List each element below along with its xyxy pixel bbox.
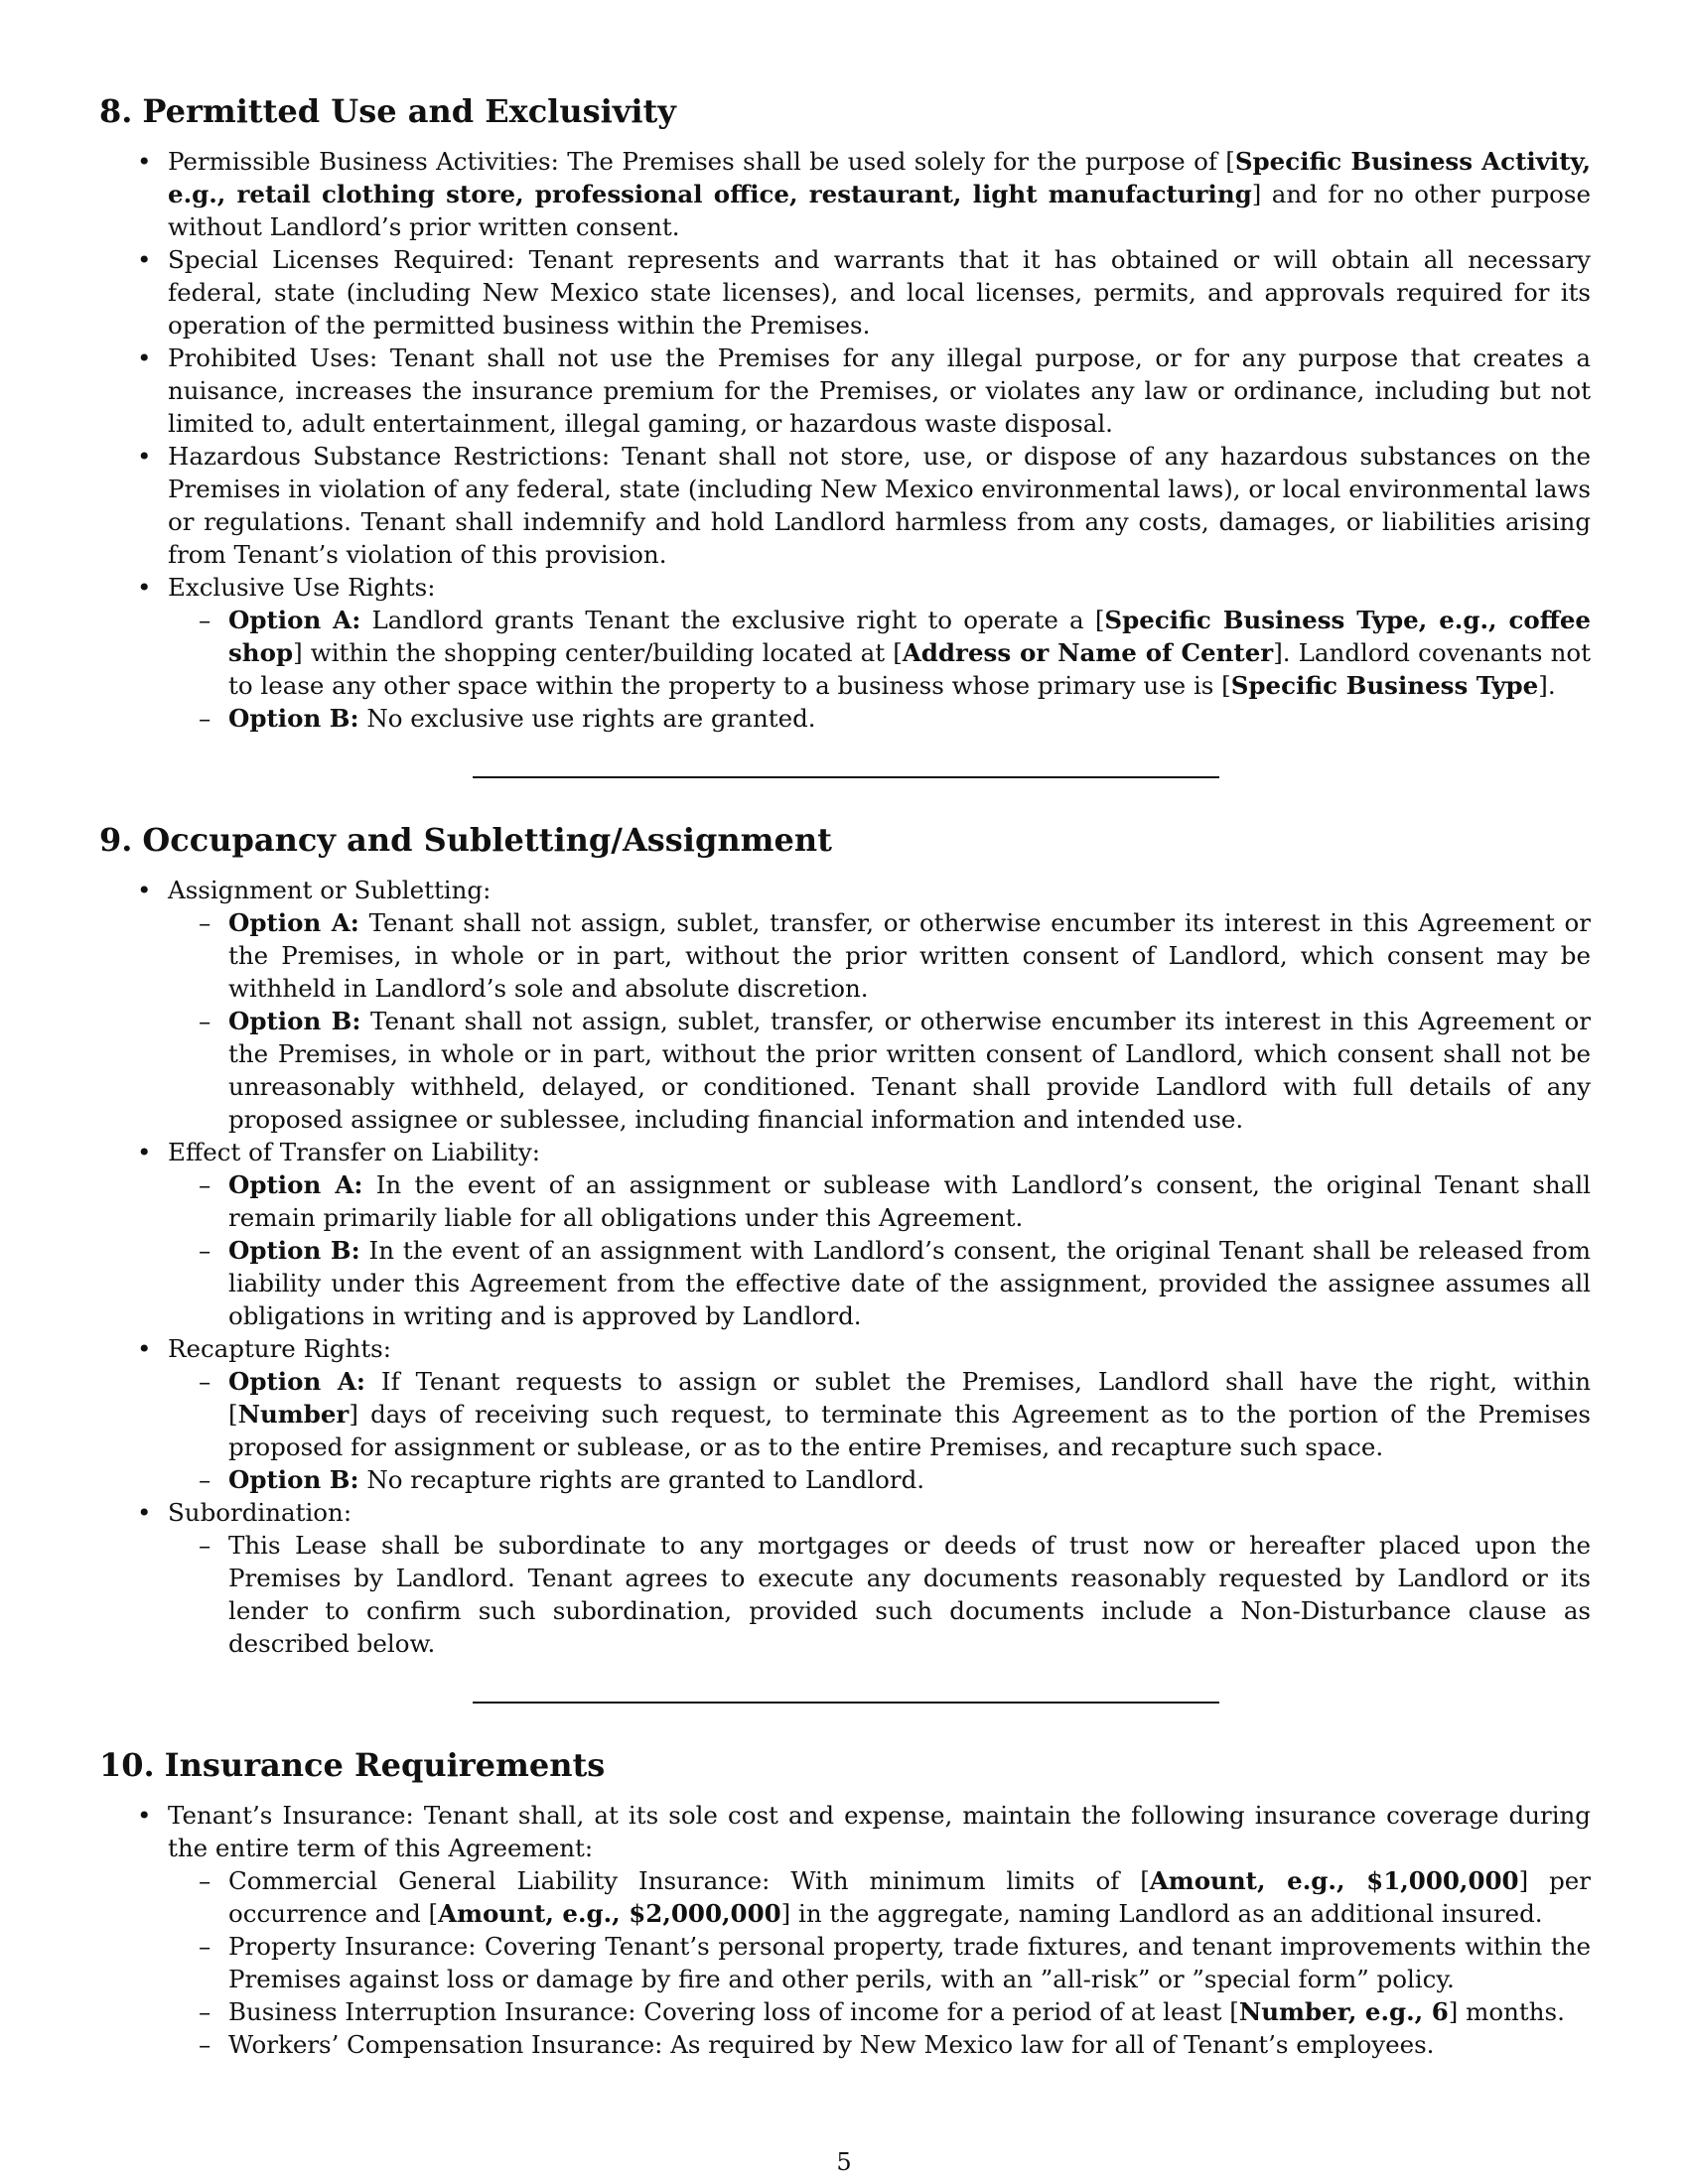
section-heading	[99, 1745, 1591, 1785]
bullet-list	[99, 145, 1591, 735]
sub-list-item: – Option A: If Tenant requests to assign or sublet the Premises, Landlord shall have the right, within [Number] days of receiving such request, to terminate this Agreement as to the portion of the Premises proposed for assignment or sublease, or as to the entire Premises, and recapture such space.	[168, 1365, 1591, 1463]
list-item: • Subordination: – This Lease shall be subordinate to any mortgages or deeds of trust now or hereafter placed upon the Premises by Landlord. Tenant agrees to execute any documents reasonably requested by Landlord or its lender to confirm such subordination, provided such documents include a Non-Disturbance clause as described below.	[99, 1496, 1591, 1660]
section-number: 9.	[99, 821, 133, 859]
sub-list-item: – Workers’ Compensation Insurance: As required by New Mexico law for all of Tenant’s employees.	[168, 2028, 1591, 2061]
list-item: • Tenant’s Insurance: Tenant shall, at its sole cost and expense, maintain the following insurance coverage during the entire term of this Agreement: – Commercial General Liability Insurance: With minimum limits of [Amount, e.g., $1,000,000] per occurrence and [Amount, e.g., $2,000,000] in the aggregate, naming Landlord as an additional insured. – Property Insurance: Covering Tenant’s personal property, trade fixtures, and tenant improvements within the Premises against loss or damage by fire and other perils, with an ”all-risk” or ”special form” policy. – Business Interruption Insurance: Covering loss of income for a period of at least [Number, e.g., 6] months. – Workers’ Compensation Insurance: As required by New Mexico law for all of Tenant’s employees.	[99, 1799, 1591, 2061]
list-item: • Recapture Rights: – Option A: If Tenant requests to assign or sublet the Premises, Landlord shall have the right, within [Number] days of receiving such request, to terminate this Agreement as to the portion of the Premises proposed for assignment or sublease, or as to the entire Premises, and recapture such space. – Option B: No recapture rights are granted to Landlord.	[99, 1332, 1591, 1496]
sub-list-item: – This Lease shall be subordinate to any mortgages or deeds of trust now or hereafter placed upon the Premises by Landlord. Tenant agrees to execute any documents reasonably requested by Landlord or its lender to confirm such subordination, provided such documents include a Non-Disturbance clause as described below.	[168, 1529, 1591, 1660]
sub-list-item: – Option B: No recapture rights are granted to Landlord.	[168, 1463, 1591, 1496]
sub-list-item: – Option B: In the event of an assignment with Landlord’s consent, the original Tenant shall be released from liability under this Agreement from the effective date of the assignment, provided the assignee assumes all obligations in writing and is approved by Landlord.	[168, 1234, 1591, 1332]
list-item: • Permissible Business Activities: The Premises shall be used solely for the purpose of [Specific Business Activity, e.g., retail clothing store, professional office, restaurant, light manufacturing] and for no other purpose without Landlord’s prior written consent.	[99, 145, 1591, 243]
sub-list-item: – Business Interruption Insurance: Covering loss of income for a period of at least [Number, e.g., 6] months.	[168, 1995, 1591, 2028]
section-number: 10.	[99, 1746, 155, 1784]
sub-list	[168, 1529, 1591, 1660]
list-item: • Effect of Transfer on Liability: – Option A: In the event of an assignment or sublease with Landlord’s consent, the original Tenant shall remain primarily liable for all obligations under this Agreement. – Option B: In the event of an assignment with Landlord’s consent, the original Tenant shall be released from liability under this Agreement from the effective date of the assignment, provided the assignee assumes all obligations in writing and is approved by Landlord.	[99, 1136, 1591, 1332]
sub-list-item: – Option A: Landlord grants Tenant the exclusive right to operate a [Specific Business Type, e.g., coffee shop] within the shopping center/building located at [Address or Name of Center]. Landlord covenants not to lease any other space within the property to a business whose primary use is [Specific Business Type].	[168, 604, 1591, 702]
sub-list	[168, 604, 1591, 735]
list-item: • Hazardous Substance Restrictions: Tenant shall not store, use, or dispose of any hazardous substances on the Premises in violation of any federal, state (including New Mexico environmental laws), or local environmental laws or regulations. Tenant shall indemnify and hold Landlord harmless from any costs, damages, or liabilities arising from Tenant’s violation of this provision.	[99, 440, 1591, 571]
section-title: Insurance Requirements	[164, 1746, 606, 1784]
section-heading	[99, 820, 1591, 860]
section-heading	[99, 91, 1591, 131]
section-title: Occupancy and Subletting/Assignment	[142, 821, 832, 859]
sub-list	[168, 1168, 1591, 1332]
list-item: • Prohibited Uses: Tenant shall not use the Premises for any illegal purpose, or for any purpose that creates a nuisance, increases the insurance premium for the Premises, or violates any law or ordinance, including but not limited to, adult entertainment, illegal gaming, or hazardous waste disposal.	[99, 341, 1591, 440]
bullet-list	[99, 874, 1591, 1660]
list-item: • Assignment or Subletting: – Option A: Tenant shall not assign, sublet, transfer, or otherwise encumber its interest in this Agreement or the Premises, in whole or in part, without the prior written consent of Landlord, which consent may be withheld in Landlord’s sole and absolute discretion. – Option B: Tenant shall not assign, sublet, transfer, or otherwise encumber its interest in this Agreement or the Premises, in whole or in part, without the prior written consent of Landlord, which consent shall not be unreasonably withheld, delayed, or conditioned. Tenant shall provide Landlord with full details of any proposed assignee or sublessee, including financial information and intended use.	[99, 874, 1591, 1136]
list-item: • Special Licenses Required: Tenant represents and warrants that it has obtained or will obtain all necessary federal, state (including New Mexico state licenses), and local licenses, permits, and approvals required for its operation of the permitted business within the Premises.	[99, 243, 1591, 341]
sub-list-item: – Option A: In the event of an assignment or sublease with Landlord’s consent, the original Tenant shall remain primarily liable for all obligations under this Agreement.	[168, 1168, 1591, 1234]
sub-list-item: – Option B: No exclusive use rights are granted.	[168, 702, 1591, 735]
sub-list-item: – Property Insurance: Covering Tenant’s personal property, trade fixtures, and tenant improvements within the Premises against loss or damage by fire and other perils, with an ”all-risk” or ”special form” policy.	[168, 1930, 1591, 1995]
sub-list	[168, 1365, 1591, 1496]
bullet-list	[99, 1799, 1591, 2061]
sub-list-item: – Option B: Tenant shall not assign, sublet, transfer, or otherwise encumber its interest in this Agreement or the Premises, in whole or in part, without the prior written consent of Landlord, which consent shall not be unreasonably withheld, delayed, or conditioned. Tenant shall provide Landlord with full details of any proposed assignee or sublessee, including financial information and intended use.	[168, 1005, 1591, 1136]
page-number: 5	[836, 2148, 852, 2176]
sub-list-item: – Commercial General Liability Insurance: With minimum limits of [Amount, e.g., $1,000,000] per occurrence and [Amount, e.g., $2,000,000] in the aggregate, naming Landlord as an additional insured.	[168, 1864, 1591, 1930]
sub-list-item: – Option A: Tenant shall not assign, sublet, transfer, or otherwise encumber its interest in this Agreement or the Premises, in whole or in part, without the prior written consent of Landlord, which consent may be withheld in Landlord’s sole and absolute discretion.	[168, 906, 1591, 1005]
section-title: Permitted Use and Exclusivity	[142, 92, 676, 130]
sub-list	[168, 906, 1591, 1136]
list-item: • Exclusive Use Rights: – Option A: Landlord grants Tenant the exclusive right to operate a [Specific Business Type, e.g., coffee shop] within the shopping center/building located at [Address or Name of Center]. Landlord covenants not to lease any other space within the property to a business whose primary use is [Specific Business Type]. – Option B: No exclusive use rights are granted.	[99, 571, 1591, 735]
section-number: 8.	[99, 92, 133, 130]
sub-list	[168, 1864, 1591, 2061]
document-page	[99, 91, 1591, 2061]
